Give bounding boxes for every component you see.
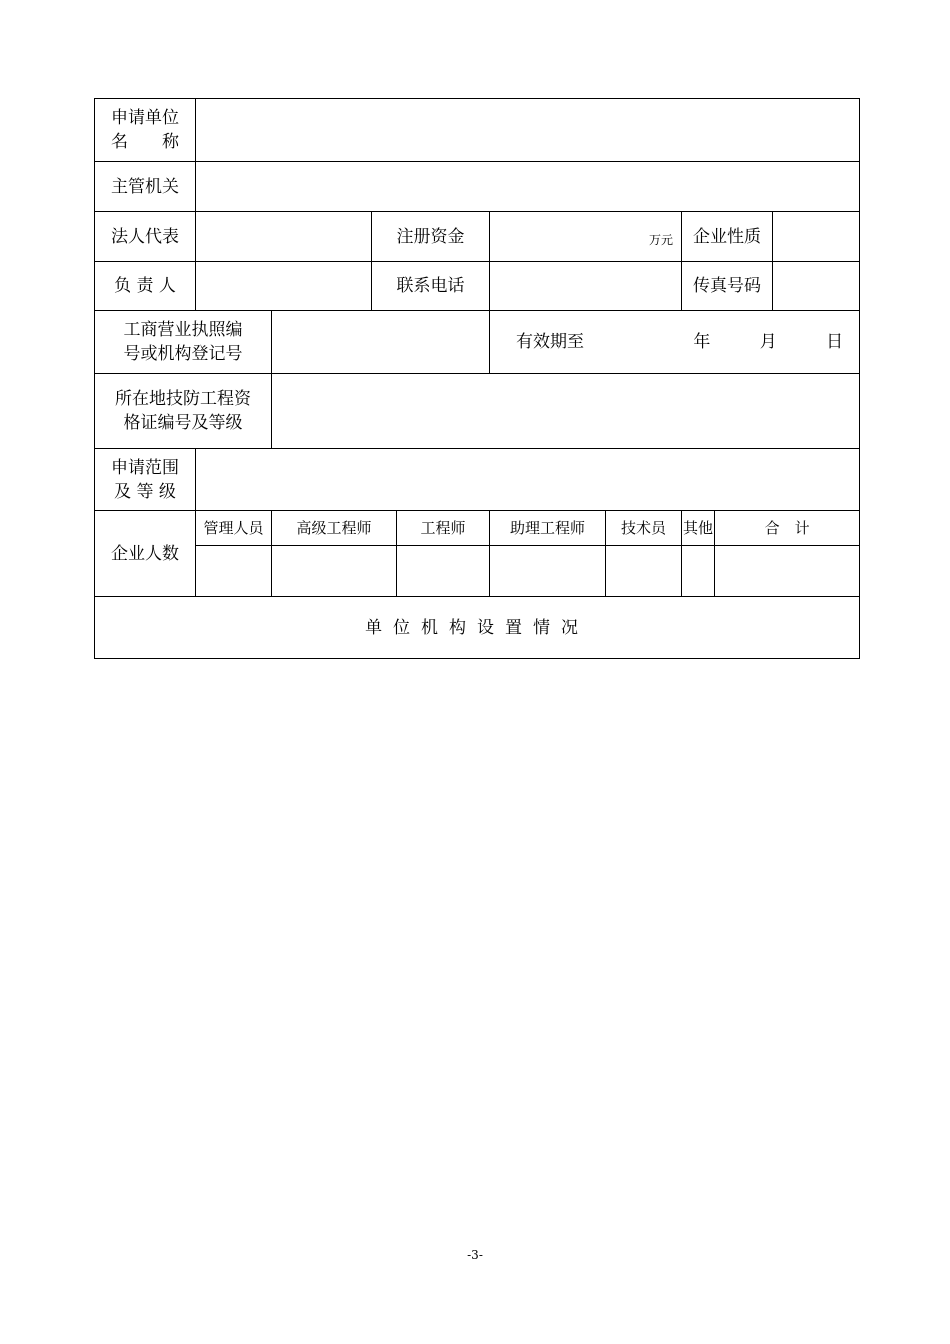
- enterprise-nature-field[interactable]: [773, 212, 860, 262]
- valid-until-field[interactable]: [490, 311, 860, 374]
- applicant-name-label-line2: 名 称: [111, 132, 179, 152]
- org-setup-header: [95, 597, 860, 659]
- scope-label-line1: 申请范围: [111, 457, 179, 478]
- staff-header-management: 管理人员: [196, 511, 272, 546]
- staff-value-total[interactable]: [715, 546, 860, 597]
- staff-value-engineer[interactable]: [397, 546, 490, 597]
- year-label: 年: [693, 332, 711, 352]
- scope-label: [95, 449, 196, 511]
- authority-label: 主管机关: [95, 162, 196, 212]
- registered-capital-label: 注册资金: [372, 212, 490, 262]
- phone-field[interactable]: [490, 262, 682, 311]
- staff-value-assistant-engineer[interactable]: [490, 546, 606, 597]
- legal-rep-field[interactable]: [196, 212, 372, 262]
- staff-value-other[interactable]: [682, 546, 715, 597]
- month-label: 月: [759, 332, 777, 352]
- day-label: 日: [826, 332, 844, 352]
- page-number: -3-: [467, 1248, 483, 1262]
- authority-field[interactable]: [196, 162, 860, 212]
- fax-field[interactable]: [773, 262, 860, 311]
- applicant-name-label-line1: 申请单位: [111, 108, 179, 128]
- qualification-label-line1: 所在地技防工程资: [115, 389, 251, 409]
- staff-value-senior-engineer[interactable]: [272, 546, 397, 597]
- enterprise-nature-label: 企业性质: [682, 212, 773, 262]
- qualification-field[interactable]: [272, 374, 860, 449]
- legal-rep-label: 法人代表: [95, 212, 196, 262]
- staff-value-technician[interactable]: [606, 546, 682, 597]
- org-setup-title: 单位机构设置情况: [365, 617, 590, 638]
- staff-header-other: 其他: [682, 511, 715, 546]
- staff-header-total: 合 计: [715, 511, 860, 546]
- staff-header-technician: 技术员: [606, 511, 682, 546]
- capital-unit: 万元: [648, 232, 673, 247]
- application-form-table: [94, 98, 860, 659]
- qualification-label: [95, 374, 272, 449]
- phone-label: 联系电话: [372, 262, 490, 311]
- license-field[interactable]: [272, 311, 490, 374]
- license-label-line1: 工商营业执照编: [123, 320, 243, 340]
- registered-capital-field[interactable]: [490, 212, 682, 262]
- license-label-line2: 号或机构登记号: [123, 344, 243, 364]
- scope-label-line2: 及 等 级: [114, 481, 176, 502]
- staff-header-assistant-engineer: 助理工程师: [490, 511, 606, 546]
- valid-until-label: 有效期至: [516, 332, 584, 352]
- staff-header-senior-engineer: 高级工程师: [272, 511, 397, 546]
- applicant-name-field[interactable]: [196, 99, 860, 162]
- person-in-charge-field[interactable]: [196, 262, 372, 311]
- staff-header-engineer: 工程师: [397, 511, 490, 546]
- license-label: [95, 311, 272, 374]
- staff-count-label: 企业人数: [95, 511, 196, 597]
- scope-field[interactable]: [196, 449, 860, 511]
- qualification-label-line2: 格证编号及等级: [123, 413, 243, 433]
- person-in-charge-label: 负 责 人: [95, 262, 196, 311]
- fax-label: 传真号码: [682, 262, 773, 311]
- staff-value-management[interactable]: [196, 546, 272, 597]
- applicant-name-label: [95, 99, 196, 162]
